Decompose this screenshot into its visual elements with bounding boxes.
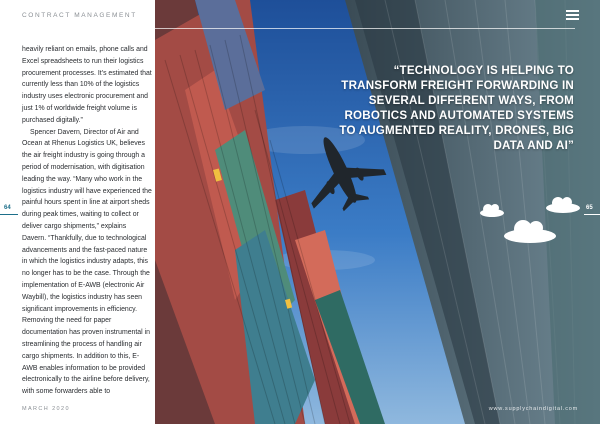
website-link[interactable]: www.supplychaindigital.com [488,406,578,412]
page-number-right: 65 [586,205,593,211]
pull-quote: “TECHNOLOGY IS HELPING TO TRANSFORM FREIGHT FORWARDING IN SEVERAL DIFFERENT WAYS, FROM ROBOTICS AND AUTOMATED SYSTEMS TO AUGMENTED REALITY, DRONES, BIG DATA AND AI” [339,64,574,152]
page-number-left: 64 [4,205,11,211]
article-paragraph: heavily reliant on emails, phone calls and Excel spreadsheets to run their logistics procurement processes. It’s estimated that currently less than 10% of the logistics industry uses electronic procurement and just 1% of worldwide freight volume is purchased digitally.” [22,46,152,124]
page-marker-line-right [584,214,600,215]
left-page [0,0,155,424]
article-paragraph: Spencer Davern, Director of Air and Ocean at Rhenus Logistics UK, believes the air freight industry is going through a period of modernisation, with digitisation leading the way. “Many who work in the logistics industry will have experienced the painful hours spent in line at airport sheds during peak times, waiting to collect or deliver cargo shipments,” explains Davern. “Thankfully, due to technological advancements and the fast-paced nature in which the logistics industry adapts, this no longer has to be the case. Through the implementation of E-AWB (electronic Air Waybill), the logistics industry has seen significant improvements in efficiency. Removing the need for paper documentation has proven instrumental in streamlining the process of handling air cargo shipments. In addition to this, E-AWB enables information to be provided electronically to the airline before delivery, with some forwarders able to [22,128,152,396]
hamburger-menu-icon[interactable] [566,10,579,20]
issue-date: MARCH 2020 [22,406,70,412]
article-body [22,44,152,398]
section-label: CONTRACT MANAGEMENT [22,12,137,19]
page-marker-line-left [0,214,18,215]
header-rule [155,28,575,29]
